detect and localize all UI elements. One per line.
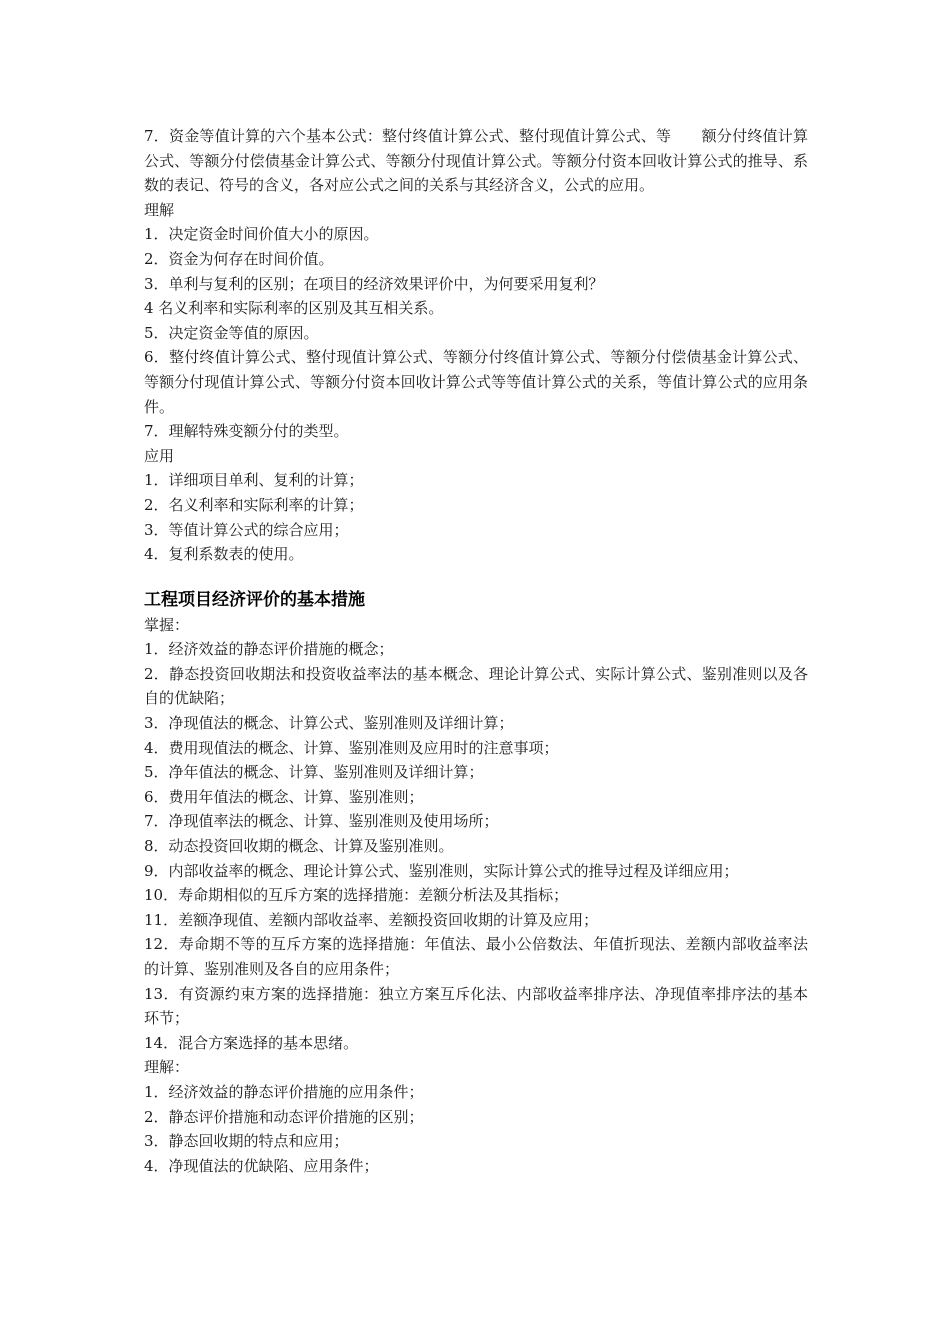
paragraph: 7．资金等值计算的六个基本公式：整付终值计算公式、整付现值计算公式、等 额分付终值计算公式、等额分付偿债基金计算公式、等额分付现值计算公式。等额分付资本回收计算公式的推导、系数的表记、符号的含义，各对应公式之间的关系与其经济含义，公式的应用。 bbox=[144, 127, 808, 195]
list-item: 1．决定资金时间价值大小的原因。 bbox=[144, 225, 379, 244]
list-item: 13．有资源约束方案的选择措施：独立方案互斥化法、内部收益率排序法、净现值率排序法的基本环节； bbox=[144, 984, 808, 1028]
list-item: 1．详细项目单利、复利的计算； bbox=[144, 471, 364, 490]
list-item: 7．理解特殊变额分付的类型。 bbox=[144, 422, 349, 441]
list-item: 6．费用年值法的概念、计算、鉴别准则； bbox=[144, 787, 424, 806]
list-item: 14．混合方案选择的基本思绪。 bbox=[144, 1033, 359, 1052]
list-item: 10．寿命期相似的互斥方案的选择措施：差额分析法及其指标； bbox=[144, 886, 569, 905]
list-item: 9．内部收益率的概念、理论计算公式、鉴别准则，实际计算公式的推导过程及详细应用； bbox=[144, 861, 739, 880]
list-item: 6．整付终值计算公式、整付现值计算公式、等额分付终值计算公式、等额分付偿债基金计算公式、等额分付现值计算公式、等额分付资本回收计算公式等等值计算公式的关系，等值计算公式的应用条件。 bbox=[144, 348, 808, 416]
list-item: 2．静态投资回收期法和投资收益率法的基本概念、理论计算公式、实际计算公式、鉴别准则以及各自的优缺陷； bbox=[144, 664, 808, 708]
section-heading: 工程项目经济评价的基本措施 bbox=[144, 589, 365, 610]
list-item: 7．净现值率法的概念、计算、鉴别准则及使用场所； bbox=[144, 812, 499, 831]
list-item: 1．经济效益的静态评价措施的概念； bbox=[144, 640, 394, 659]
list-item: 2．名义利率和实际利率的计算； bbox=[144, 495, 364, 514]
subsection-label: 掌握： bbox=[144, 615, 190, 634]
list-item: 8．动态投资回收期的概念、计算及鉴别准则。 bbox=[144, 837, 454, 856]
document-page bbox=[144, 124, 808, 1178]
list-item: 4 名义利率和实际利率的区别及其互相关系。 bbox=[144, 299, 444, 318]
list-item: 4．净现值法的优缺陷、应用条件； bbox=[144, 1156, 379, 1175]
list-item: 11．差额净现值、差额内部收益率、差额投资回收期的计算及应用； bbox=[144, 910, 599, 929]
subsection-label: 理解 bbox=[144, 200, 175, 219]
list-item: 4．复利系数表的使用。 bbox=[144, 545, 304, 564]
list-item: 5．决定资金等值的原因。 bbox=[144, 323, 319, 342]
subsection-label: 应用 bbox=[144, 446, 175, 465]
section-time-value bbox=[144, 124, 808, 567]
list-item: 1．经济效益的静态评价措施的应用条件； bbox=[144, 1082, 424, 1101]
section-evaluation-methods bbox=[144, 587, 808, 1179]
list-item: 3．等值计算公式的综合应用； bbox=[144, 520, 349, 539]
list-item: 3．静态回收期的特点和应用； bbox=[144, 1132, 349, 1151]
list-item: 5．净年值法的概念、计算、鉴别准则及详细计算； bbox=[144, 763, 484, 782]
subsection-label: 理解： bbox=[144, 1058, 190, 1077]
list-item: 2．资金为何存在时间价值。 bbox=[144, 249, 334, 268]
list-item: 3．净现值法的概念、计算公式、鉴别准则及详细计算； bbox=[144, 714, 514, 733]
list-item: 3．单利与复利的区别；在项目的经济效果评价中，为何要采用复利？ bbox=[144, 274, 604, 293]
list-item: 12．寿命期不等的互斥方案的选择措施：年值法、最小公倍数法、年值折现法、差额内部收益率法的计算、鉴别准则及各自的应用条件； bbox=[144, 935, 808, 978]
list-item: 4．费用现值法的概念、计算、鉴别准则及应用时的注意事项； bbox=[144, 738, 559, 757]
list-item: 2．静态评价措施和动态评价措施的区别； bbox=[144, 1107, 424, 1126]
